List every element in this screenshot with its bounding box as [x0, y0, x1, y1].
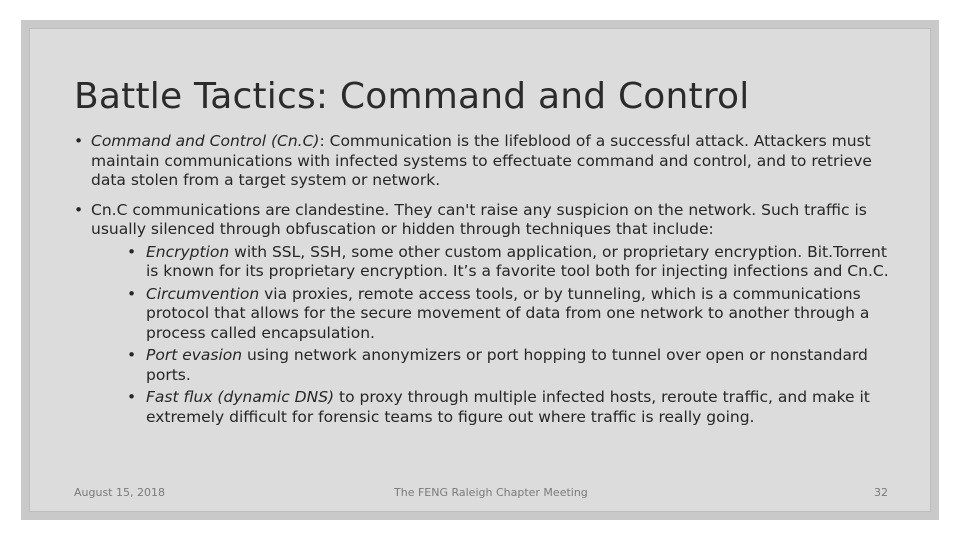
bullet-text: : Communication is the lifeblood of a successful attack. Attackers must maintain communications with infected systems to effectuate command and control, and to retrieve data stolen from a target system or network.: [91, 132, 872, 189]
footer-title: The FENG Raleigh Chapter Meeting: [394, 486, 588, 499]
sub-bullet-item: [127, 243, 894, 282]
sub-bullet-lead: Port evasion: [146, 346, 243, 364]
sub-bullet-lead: Encryption: [146, 242, 230, 261]
sub-bullet-lead: Fast flux (dynamic DNS): [146, 388, 335, 406]
bullet-marker: •: [127, 284, 137, 303]
bullet-item: [74, 132, 894, 191]
bullet-marker: •: [74, 132, 84, 150]
sub-bullet-item: [127, 346, 894, 385]
sub-bullet-lead: Circumvention: [146, 284, 260, 303]
bullet-text: Cn.C communications are clandestine. They can't raise any suspicion on the network. Such traffic is usually silenced through obfuscation or hidden through techniques that include:: [91, 200, 867, 238]
sub-bullet-item: [127, 285, 894, 344]
bullet-item: [74, 201, 894, 428]
sub-bullet-text: to proxy through multiple infected hosts, reroute traffic, and make it extremely difficult for forensic teams to figure out where traffic is really going.: [146, 388, 870, 426]
sub-bullet-item: [127, 388, 894, 427]
bullet-lead: Command and Control (Cn.C): [91, 132, 320, 150]
bullet-marker: •: [74, 200, 84, 219]
sub-bullet-text: using network anonymizers or port hopping to tunnel over open or nonstandard ports.: [146, 346, 868, 384]
sub-bullet-text: with SSL, SSH, some other custom application, or proprietary encryption. Bit.Torrent is known for its proprietary encryption. It’s a favorite tool both for injecting infections and Cn.C.: [146, 242, 889, 280]
sub-bullet-text: via proxies, remote access tools, or by tunneling, which is a communications protocol that allows for the secure movement of data from one network to another through a process called encapsulation.: [146, 284, 870, 342]
bullet-marker: •: [127, 242, 137, 261]
slide-number: 32: [874, 486, 888, 499]
sub-bullet-list: [91, 243, 894, 428]
bullet-marker: •: [127, 388, 137, 406]
footer-date: August 15, 2018: [74, 486, 165, 499]
slide-title: Battle Tactics: Command and Control: [74, 76, 750, 117]
bullet-marker: •: [127, 346, 137, 364]
slide-body: [74, 132, 894, 437]
